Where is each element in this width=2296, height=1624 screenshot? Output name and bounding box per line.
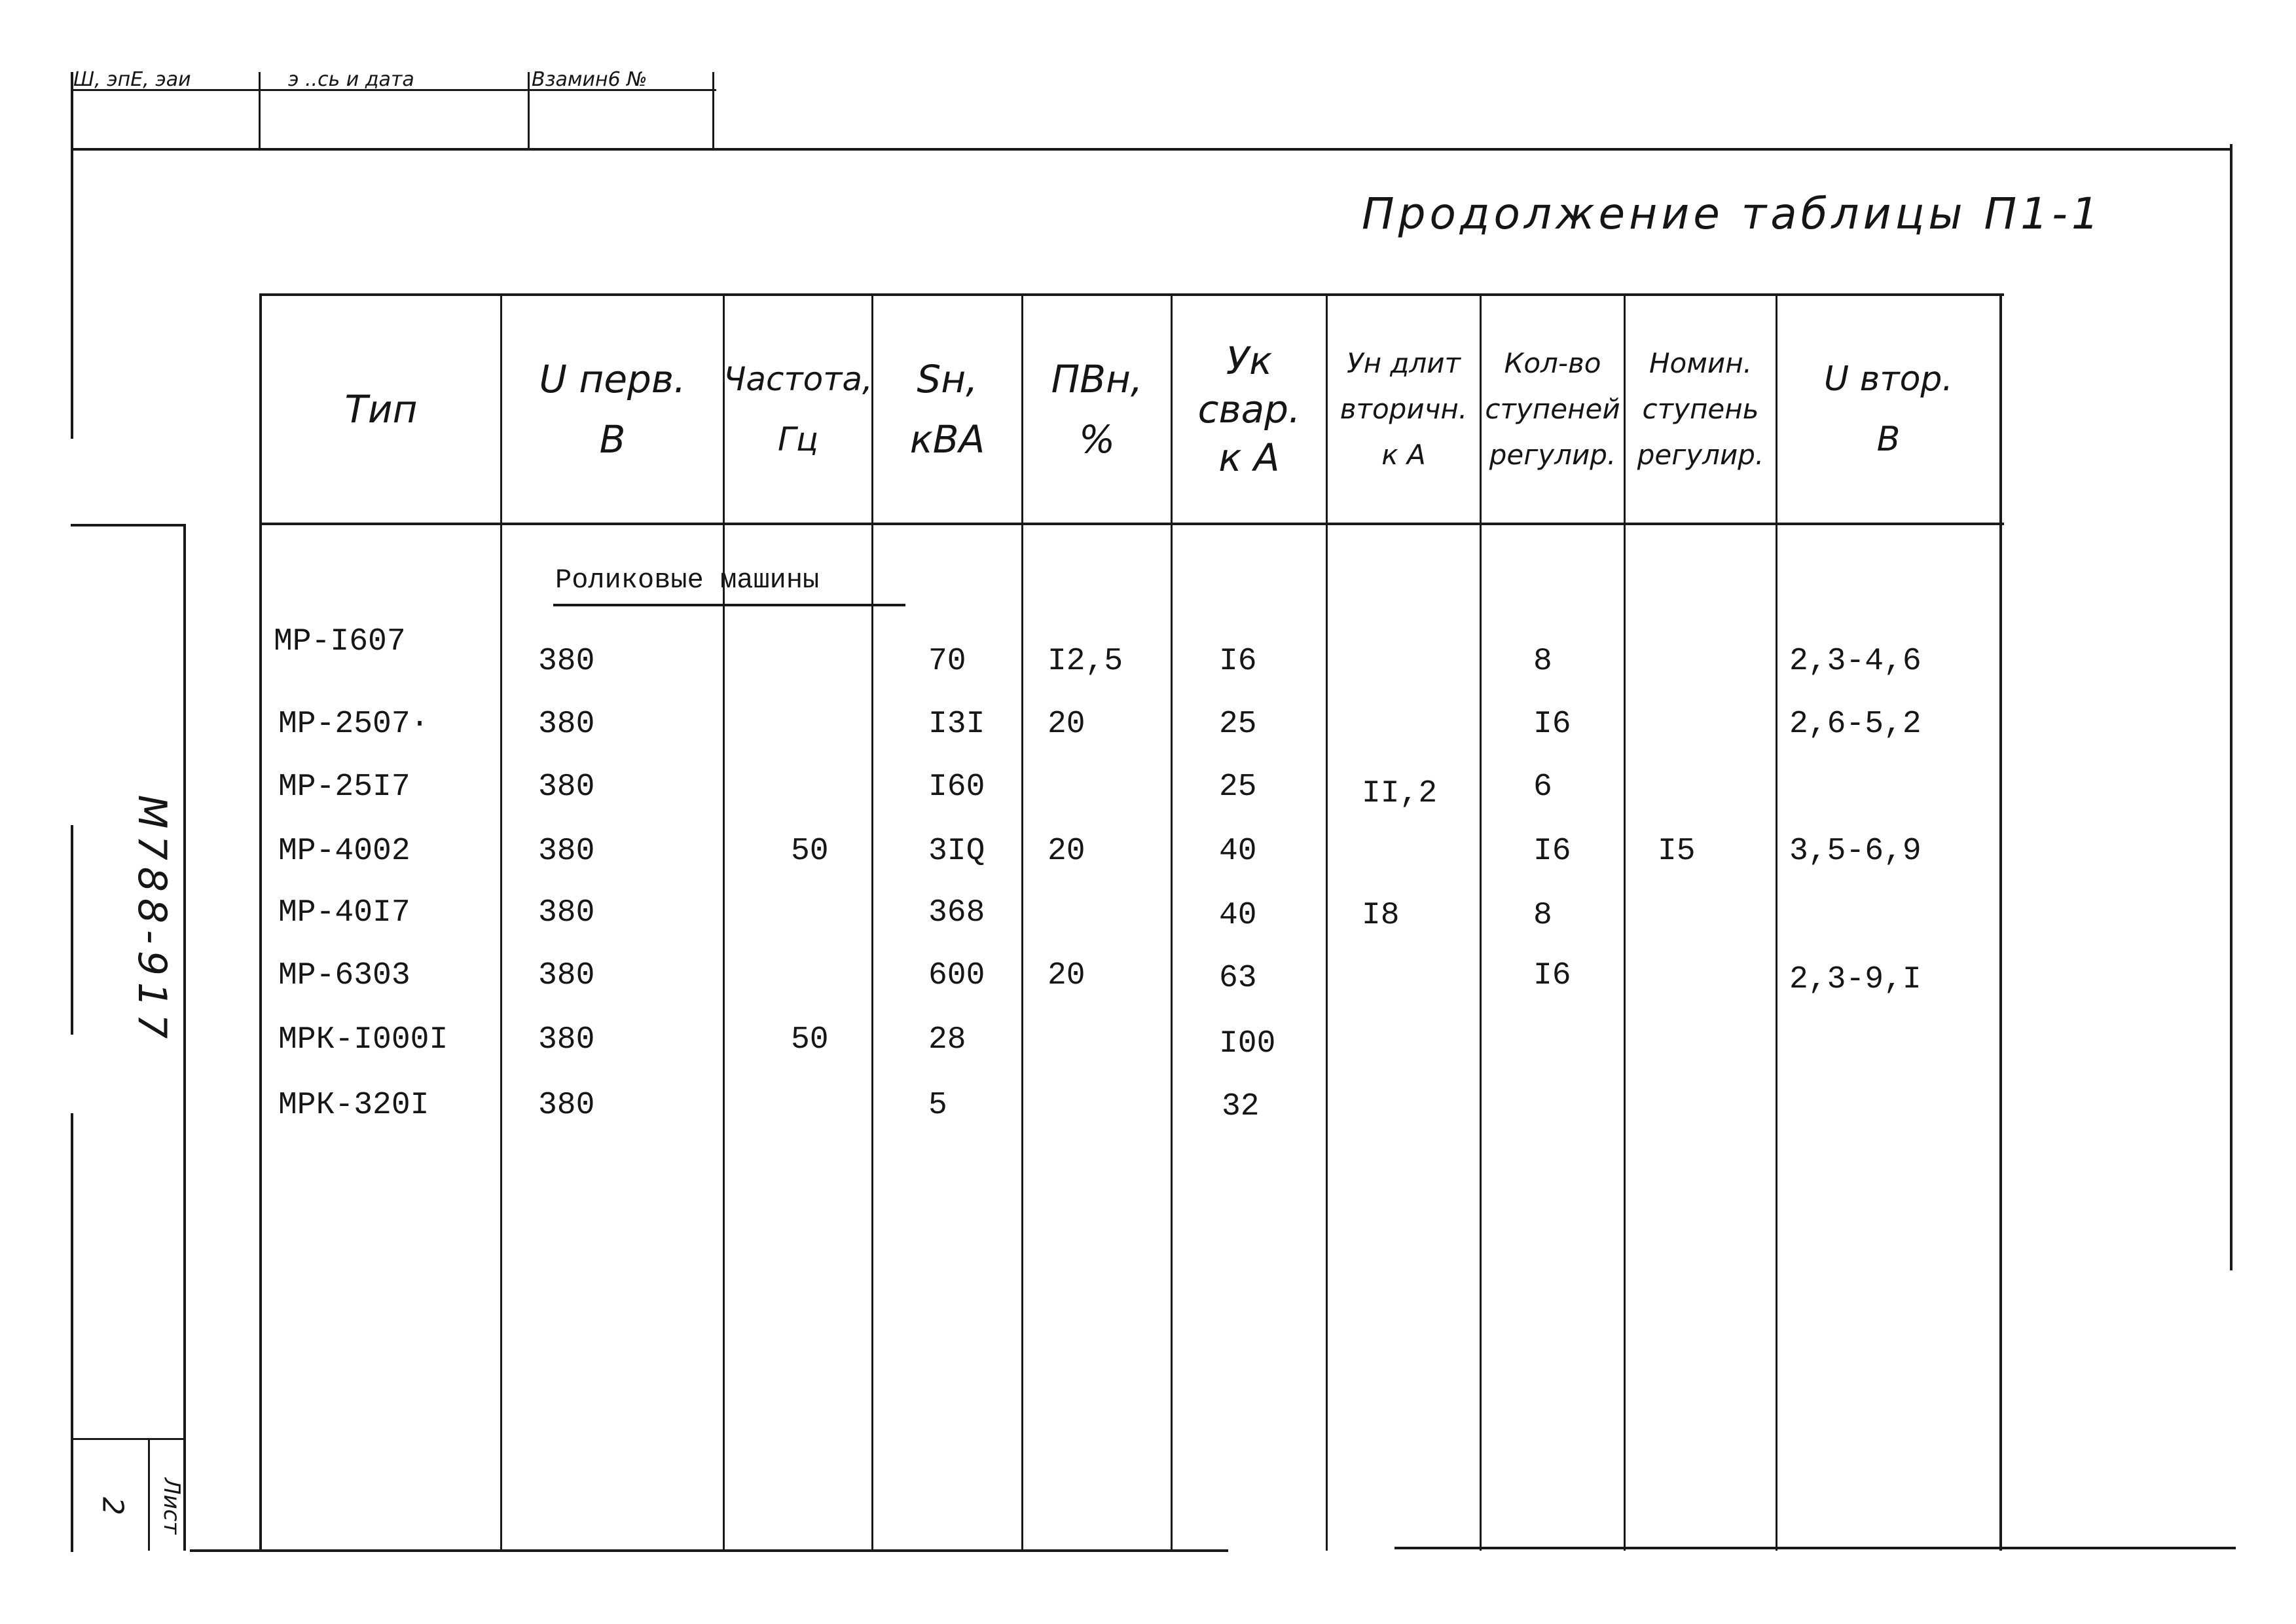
cell-rated-power: 600 [928,958,985,993]
header-step-count-line-3: регулир. [1489,439,1616,471]
cell-primary-voltage: 380 [538,895,595,931]
header-duty-cycle-line-1: ПВн, [1051,357,1143,401]
header-type [262,295,500,524]
header-nominal-step-line-3: регулир. [1637,439,1764,471]
frame-bottom-line-left [190,1549,1228,1552]
header-rated-power [873,295,1021,524]
cell-rated-power: 3IQ [928,834,985,869]
stamp-label-inventory: Ш, эпЕ, эаи [73,68,191,91]
cell-primary-voltage: 380 [538,834,595,869]
cell-type: МР-25I7 [278,769,410,805]
cell-continuous-current: II,2 [1362,776,1438,811]
frame-left-line-mid [71,825,73,1035]
header-rated-power-line-2: кВА [909,417,985,462]
cell-welding-current: I6 [1219,644,1257,679]
cell-type: МРК-320I [278,1088,429,1123]
header-secondary-voltage [1777,295,1999,524]
cell-type: МР-6303 [278,958,410,993]
stamp-divider-2 [528,72,530,148]
cell-primary-voltage: 380 [538,769,595,805]
cell-secondary-voltage: 2,3-9,I [1789,962,1922,997]
cell-rated-power: I3I [928,707,985,742]
cell-nominal-step: I5 [1658,834,1696,869]
frame-left-line-lower [71,1113,73,1552]
cell-step-count: I6 [1533,958,1571,993]
frame-left-line-upper [71,72,73,439]
header-continuous-current-line-2: вторичн. [1339,393,1468,425]
cell-secondary-voltage: 2,6-5,2 [1789,707,1922,742]
cell-step-count: I6 [1533,707,1571,742]
cell-type: МР-I607 [274,624,406,659]
header-step-count-line-1: Кол-во [1504,347,1601,379]
header-nominal-step-line-1: Номин. [1649,347,1753,379]
side-sheet-box-divider [148,1438,150,1551]
side-sheet-box-top [71,1438,186,1440]
cell-welding-current: I00 [1219,1026,1276,1061]
cell-welding-current: 32 [1222,1089,1260,1124]
header-duty-cycle-line-2: % [1078,417,1116,462]
stamp-label-replacement: Взамин6 № [532,68,647,91]
header-frequency-line-1: Частота, [723,360,873,398]
side-stamp-top-line [71,524,186,526]
sheet-label: Лист [158,1477,185,1535]
header-step-count [1482,295,1624,524]
cell-type: МР-4002 [278,834,410,869]
cell-duty-cycle: 20 [1048,707,1085,742]
header-duty-cycle [1023,295,1171,524]
table-caption: Продолжение таблицы П1-1 [1362,189,2103,239]
header-primary-voltage [502,295,723,524]
cell-step-count: 8 [1533,898,1552,933]
header-frequency [725,295,871,524]
cell-primary-voltage: 380 [538,707,595,742]
header-welding-current [1173,295,1326,524]
header-secondary-voltage-line-1: U втор. [1824,360,1953,399]
stamp-label-signature-date: э ..сь и дата [288,68,414,91]
header-continuous-current-line-3: к А [1381,439,1426,471]
header-secondary-voltage-line-2: В [1876,420,1901,459]
cell-primary-voltage: 380 [538,644,595,679]
cell-primary-voltage: 380 [538,958,595,993]
cell-step-count: I6 [1533,834,1571,869]
cell-rated-power: 28 [928,1022,966,1058]
cell-welding-current: 40 [1219,898,1257,933]
header-welding-current-line-2: свар. [1197,387,1301,432]
document-code: М788-917 [129,794,175,1046]
header-nominal-step [1626,295,1776,524]
cell-secondary-voltage: 2,3-4,6 [1789,644,1922,679]
cell-frequency: 50 [791,1022,829,1058]
cell-duty-cycle: I2,5 [1048,644,1123,679]
table-right-border [1999,293,2002,1551]
cell-rated-power: 70 [928,644,966,679]
cell-rated-power: 5 [928,1088,947,1123]
frame-bottom-line-right [1394,1547,2236,1549]
cell-welding-current: 25 [1219,769,1257,805]
header-continuous-current [1328,295,1480,524]
frame-top-line [71,148,2232,151]
stamp-divider-3 [712,72,714,148]
frame-right-line [2230,144,2232,1270]
header-rated-power-line-1: Sн, [917,357,978,401]
section-title: Роликовые машины [555,564,820,596]
cell-duty-cycle: 20 [1048,958,1085,993]
header-primary-voltage-line-1: U перв. [539,357,686,401]
cell-rated-power: I60 [928,769,985,805]
cell-welding-current: 63 [1219,961,1257,996]
header-primary-voltage-line-2: В [599,417,626,462]
cell-type: МР-40I7 [278,895,410,931]
cell-type: МРК-I000I [278,1022,448,1058]
cell-primary-voltage: 380 [538,1022,595,1058]
cell-welding-current: 25 [1219,707,1257,742]
cell-continuous-current: I8 [1362,898,1400,933]
header-type-line: Тип [344,387,418,432]
header-welding-current-line-1: Ук [1226,339,1273,383]
cell-primary-voltage: 380 [538,1088,595,1123]
header-step-count-line-2: ступеней [1485,393,1620,425]
cell-rated-power: 368 [928,895,985,931]
section-title-underline [553,604,905,606]
cell-step-count: 8 [1533,644,1552,679]
side-stamp-right-line [183,524,186,1551]
cell-duty-cycle: 20 [1048,834,1085,869]
cell-type: МР-2507· [278,707,429,742]
cell-welding-current: 40 [1219,834,1257,869]
cell-frequency: 50 [791,834,829,869]
stamp-divider-1 [259,72,261,148]
header-welding-current-line-3: к А [1218,435,1280,480]
header-frequency-line-2: Гц [778,420,818,458]
sheet-number: 2 [96,1497,130,1515]
header-nominal-step-line-2: ступень [1642,393,1759,425]
header-continuous-current-line-1: Ун длит [1346,347,1461,379]
cell-secondary-voltage: 3,5-6,9 [1789,834,1922,869]
cell-step-count: 6 [1533,769,1552,805]
